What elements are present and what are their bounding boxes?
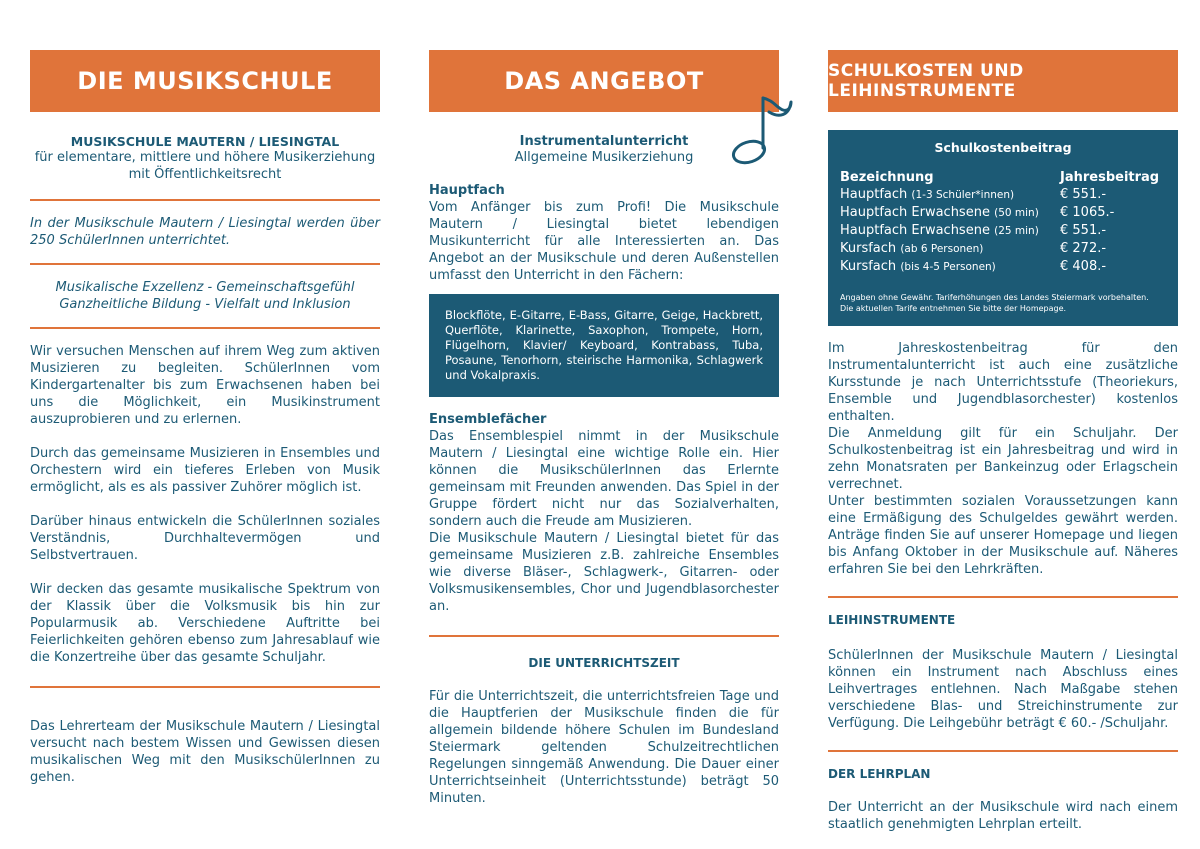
divider: [828, 596, 1178, 598]
school-subtitle: für elementare, mittlere und höhere Musikerziehung mit Öffentlichkeitsrecht: [34, 150, 376, 182]
fee-row: [840, 186, 1166, 204]
fee-label: [840, 222, 1060, 240]
banner-angebot: DAS ANGEBOT: [429, 50, 779, 112]
fee-label-small: (1-3 Schüler*innen): [911, 189, 1015, 201]
fee-label: [840, 204, 1060, 222]
fee-box: [828, 130, 1178, 326]
divider: [429, 635, 779, 637]
fee-row: [840, 204, 1166, 222]
column-musikschule: [30, 50, 380, 786]
fee-row: [840, 222, 1166, 240]
angebot-subtitle: Instrumentalunterricht: [519, 134, 689, 149]
fee-label-main: Hauptfach Erwachsene: [840, 205, 990, 220]
fee-label-main: Hauptfach Erwachsene: [840, 223, 990, 238]
leihinstrumente-heading: LEIHINSTRUMENTE: [828, 613, 956, 627]
fee-value: € 551.-: [1060, 187, 1107, 202]
motto-line-2: Ganzheitliche Bildung - Vielfalt und Inklusion: [59, 297, 351, 312]
divider: [30, 199, 380, 201]
leihinstrumente-text: SchülerInnen der Musikschule Mautern / Liesingtal können ein Instrument nach Abschluss eines Leihvertrages entlehnen. Nach Maßgabe stehen verschiedene Blas- und Streichinstrumente zur Verfügung. Die Leihgebühr beträgt € 60.- /Schuljahr.: [828, 648, 1178, 731]
fee-note-line: Die aktuellen Tarife entnehmen Sie bitte der Homepage.: [840, 304, 1067, 313]
fee-note-line: Angaben ohne Gewähr. Tariferhöhungen des Landes Steiermark vorbehalten.: [840, 293, 1149, 302]
lehrplan-text: Der Unterricht an der Musikschule wird nach einem staatlich genehmigten Lehrplan erteilt.: [828, 800, 1178, 832]
ensemble-text-2: Die Musikschule Mautern / Liesingtal bietet für das gemeinsame Musizieren z.B. zahlreiche Ensembles wie diverse Bläser-, Schlagwerk-, Gitarren- oder Volksmusikensembles, Chor und Jugendblasorchester an.: [429, 531, 779, 614]
school-name: MUSIKSCHULE MAUTERN / LIESINGTAL: [70, 134, 340, 149]
paragraph: Wir decken das gesamte musikalische Spektrum von der Klassik über die Volksmusik bis hin zur Popularmusik ab. Verschiedene Auftritte bei Feierlichkeiten gehören ebenso zum Jahresablauf wie die Konzertreihe über das gesamte Schuljahr.: [30, 582, 380, 665]
fee-label-main: Kursfach: [840, 241, 897, 256]
fee-value: € 272.-: [1060, 241, 1107, 256]
fee-label: [840, 258, 1060, 276]
fee-label-small: (50 min): [994, 207, 1039, 219]
fee-value: € 408.-: [1060, 259, 1107, 274]
fee-value: € 1065.-: [1060, 205, 1115, 220]
fee-row: [840, 258, 1166, 276]
unterrichtszeit-text: Für die Unterrichtszeit, die unterrichtsfreien Tage und die Hauptferien der Musikschule finden die für allgemein bildende höhere Schulen im Bundesland Steiermark geltenden Schulzeitrechtlichen Regelungen sinngemäß Anwendung. Die Dauer einer Unterrichtseinheit (Unterrichtsstunde) beträgt 50 Minuten.: [429, 689, 779, 806]
fee-value: € 551.-: [1060, 223, 1107, 238]
divider: [828, 750, 1178, 752]
unterrichtszeit-heading: DIE UNTERRICHTSZEIT: [528, 656, 680, 670]
lehrplan-heading: DER LEHRPLAN: [828, 767, 931, 781]
angebot-subline: Allgemeine Musikerziehung: [514, 150, 694, 165]
banner-musikschule: DIE MUSIKSCHULE: [30, 50, 380, 112]
fee-label: [840, 240, 1060, 258]
banner-schulkosten: SCHULKOSTEN UND LEIHINSTRUMENTE: [828, 50, 1178, 112]
ensemble-text-1: Das Ensemblespiel nimmt in der Musikschule Mautern / Liesingtal eine wichtige Rolle ein. Hier können die MusikschülerInnen das Erlernte gemeinsam mit Freunden anwenden. Das Spiel in der Gruppe fördert nicht nur das Sozialverhalten, sondern auch die Freude am Musizieren.: [429, 429, 779, 529]
fee-label: [840, 186, 1060, 204]
instrument-list-box: Blockflöte, E-Gitarre, E-Bass, Gitarre, Geige, Hackbrett, Querflöte, Klarinette, Saxophon, Trompete, Horn, Flügelhorn, Klavier/ Keyboard, Kontrabass, Tuba, Posaune, Tenorhorn, steirische Harmonika, Schlagwerk und Vokalpraxis.: [429, 294, 779, 397]
fee-title: Schulkostenbeitrag: [934, 140, 1072, 155]
cost-text-1: Im Jahreskostenbeitrag für den Instrumentalunterricht ist auch eine zusätzliche Kursstunde je nach Unterrichtsstufe (Theoriekurs, Ensemble und Jugendblasorchester) kostenlos enthalten.: [828, 341, 1178, 424]
fee-label-main: Hauptfach: [840, 187, 908, 202]
fee-label-small: (bis 4-5 Personen): [900, 261, 996, 273]
paragraph: Wir versuchen Menschen auf ihrem Weg zum aktiven Musizieren zu begleiten. SchülerInnen vom Kindergartenalter bis zum Erwachsenen haben bei uns die Möglichkeit, ein Musikinstrument auszuprobieren und zu erlernen.: [30, 344, 380, 427]
paragraph: Das Lehrerteam der Musikschule Mautern / Liesingtal versucht nach bestem Wissen und Gewissen diesen musikalischen Weg mit den MusikschülerInnen zu gehen.: [30, 719, 380, 785]
hauptfach-text: Vom Anfänger bis zum Profi! Die Musikschule Mautern / Liesingtal bietet lebendigen Musikunterricht für alle Interessierten an. Das Angebot an der Musikschule und deren Außenstellen umfasst den Unterricht in den Fächern:: [429, 200, 779, 283]
fee-label-small: (25 min): [994, 225, 1039, 237]
divider: [30, 327, 380, 329]
fee-disclaimer: [840, 292, 1166, 314]
intro-italic: In der Musikschule Mautern / Liesingtal werden über 250 SchülerInnen unterrichtet.: [30, 216, 380, 248]
body-text: [30, 343, 380, 666]
fee-label-main: Kursfach: [840, 259, 897, 274]
music-note-icon: [725, 92, 795, 172]
cost-text-3: Unter bestimmten sozialen Voraussetzungen kann eine Ermäßigung des Schulgeldes gewährt werden. Anträge finden Sie auf unserer Homepage und liegen bis Anfang Oktober in der Musikschule auf. Näheres erfahren Sie bei den Lehrkräften.: [828, 494, 1178, 577]
fee-row: [840, 240, 1166, 258]
divider: [30, 263, 380, 265]
divider: [30, 686, 380, 688]
fee-header-value: Jahresbeitrag: [1060, 170, 1160, 185]
fee-header-label: Bezeichnung: [840, 170, 934, 185]
motto-line-1: Musikalische Exzellenz - Gemeinschaftsgefühl: [55, 280, 355, 295]
fee-header-row: [840, 169, 1166, 186]
cost-text-2: Die Anmeldung gilt für ein Schuljahr. Der Schulkostenbeitrag ist ein Jahresbeitrag und wird in zehn Monatsraten per Bankeinzug oder Erlagschein verrechnet.: [828, 426, 1178, 492]
paragraph: Durch das gemeinsame Musizieren in Ensembles und Orchestern wird ein tieferes Erleben von Musik ermöglicht, als es als passiver Zuhörer möglich ist.: [30, 446, 380, 495]
column-schulkosten: [828, 50, 1178, 833]
ensemble-heading: Ensemblefächer: [429, 412, 547, 427]
hauptfach-heading: Hauptfach: [429, 183, 505, 198]
paragraph: Darüber hinaus entwickeln die SchülerInnen soziales Verständnis, Durchhaltevermögen und Selbstvertrauen.: [30, 514, 380, 563]
fee-label-small: (ab 6 Personen): [900, 243, 984, 255]
